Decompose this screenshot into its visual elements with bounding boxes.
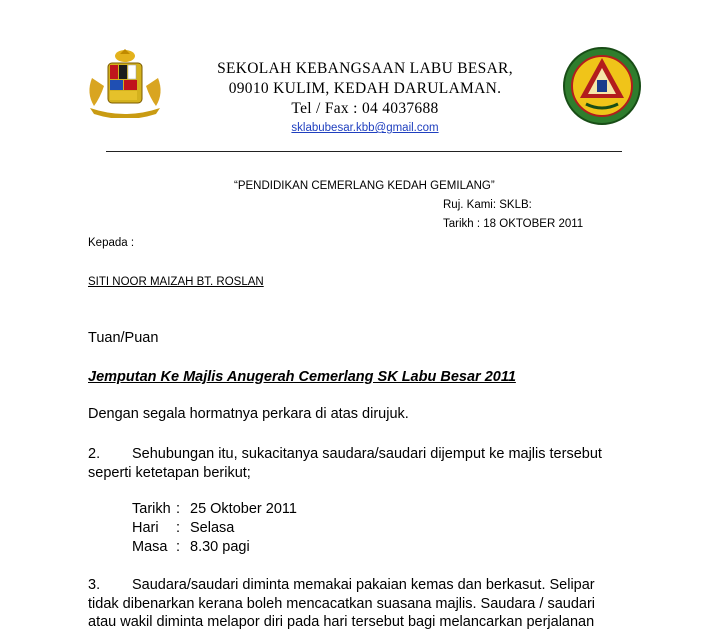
- opening-line: Dengan segala hormatnya perkara di atas dirujuk.: [88, 406, 409, 422]
- school-seal-icon: [562, 46, 642, 126]
- para-3-line-1: Saudara/saudari diminta memakai pakaian kemas dan berkasut. Selipar: [132, 577, 595, 593]
- letter-subject: Jemputan Ke Majlis Anugerah Cemerlang SK Labu Besar 2011: [88, 369, 516, 385]
- school-email-link[interactable]: sklabubesar.kbb@gmail.com: [291, 122, 439, 134]
- detail-row: Masa : 8.30 pagi: [132, 539, 250, 555]
- detail-label: Hari: [132, 520, 159, 536]
- para-3-number: 3.: [88, 577, 101, 593]
- detail-row: Tarikh : 25 Oktober 2011: [132, 501, 297, 517]
- detail-label: Tarikh: [132, 501, 171, 517]
- para-2-line-2: seperti ketetapan berikut;: [88, 465, 251, 481]
- para-3-line-2: tidak dibenarkan kerana boleh mencacatkan suasana majlis. Saudara / saudari: [88, 596, 596, 612]
- school-address: 09010 KULIM, KEDAH DARULAMAN.: [228, 80, 502, 97]
- detail-value: Selasa: [190, 520, 235, 536]
- school-name: SEKOLAH KEBANGSAAN LABU BESAR,: [217, 60, 513, 77]
- reference-number: Ruj. Kami: SKLB:: [443, 199, 532, 211]
- para-2-line-1: Sehubungan itu, sukacitanya saudara/saudari dijemput ke majlis tersebut: [132, 446, 602, 462]
- recipient-name: SITI NOOR MAIZAH BT. ROSLAN: [88, 276, 264, 288]
- detail-value: 8.30 pagi: [190, 539, 250, 555]
- salutation: Tuan/Puan: [88, 330, 159, 346]
- detail-row: Hari : Selasa: [132, 520, 235, 536]
- para-2-number: 2.: [88, 446, 101, 462]
- motto: “PENDIDIKAN CEMERLANG KEDAH GEMILANG”: [234, 180, 495, 192]
- header-divider: [106, 151, 622, 152]
- detail-label: Masa: [132, 539, 168, 555]
- school-phone: Tel / Fax : 04 4037688: [291, 100, 439, 117]
- para-3-line-3: atau wakil diminta melapor diri pada hari tersebut bagi melancarkan perjalanan: [88, 614, 595, 630]
- letter-date: Tarikh : 18 OKTOBER 2011: [443, 218, 584, 230]
- recipient-label: Kepada :: [88, 237, 135, 249]
- detail-value: 25 Oktober 2011: [190, 501, 297, 517]
- coat-of-arms-icon: [84, 48, 166, 118]
